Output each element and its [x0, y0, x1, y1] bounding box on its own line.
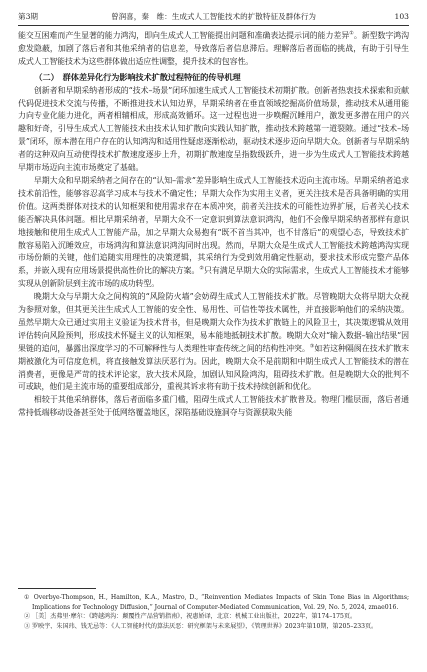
- paragraph-3: 早期大众和早期采纳者之间存在的“认知–需求”差异影响生成式人工智能技术迈向主流市场。早期采纳者追求技术前沿性，能够容忍高学习成本与技术不确定性；早期大众作为实用主义者，更关注技术是否具备明确的实用价值。这两类群体对技术的认知框架和使用需求存在本质冲突，前者关注技术的可能性边界扩展，后者关心技术能否解决具体问题。相比早期采纳者，早期大众不一定意识到算法意识鸿沟，他们不会像早期采纳者那样有意识地接触和使用生成式人工智能产品，加之早期大众易抱有“既不首当其冲，也不甘落后”的观望心态，导致技术扩散容易陷入沉睡效应，市场鸿沟和算法意识鸿沟同时出现。然而，早期大众是生成式人工智能技术跨越鸿沟实现市场份额的关键，他们追随实用理性的决策逻辑，其采纳行为受到效用确定性驱动，要求技术形成完整产品体系，并嵌入现有应用场景提供高性价比的解决方案。②只有满足早期大众的实际需求，生成式人工智能技术才能够实现从创新阶层到主流市场的成功转型。: [18, 175, 409, 289]
- paragraph-2: 创新者和早期采纳者形成的“技术–场景”闭环加速生成式人工智能技术初期扩散。创新者热衷技术探索和贡献代码促进技术交流与传播，不断推进技术认知边界，早期采纳者在垂直领域挖掘高价值场景，推动技术从通用能力向专业化能力进化，两者相辅相成，形成高效循环。这一过程也进一步唤醒沉睡用户，激发更多潜在用户的兴趣和好奇，引导生成式人工智能技术由技术认知扩散向实践认知扩散，推动技术跨越第一道裂隙。通过“技术–场景”闭环，原本潜在用户存在的认知鸿沟和适用性疑虑逐渐松动，驱动技术逐步迈向早期大众。创新者与早期采纳者的这种双向互动使得技术扩散速度逐步上升，初期扩散速度呈指数级跃升，进一步为生成式人工智能技术跨越早期市场迈向主流市场奠定了基础。: [18, 85, 409, 173]
- paragraph-4: 晚期大众与早期大众之间构筑的“风险防火墙”会妨碍生成式人工智能技术扩散。尽管晚期大众将早期大众视为参照对象，但其更关注生成式人工智能的安全性、易用性、可信性等技术属性，并直接影响他们的采纳决策。虽然早期大众已通过实用主义验证为技术背书，但是晚期大众作为技术扩散链上的风险卫士，其决策逻辑从效用评估转向风险预判，形成技术怀疑主义的认知框架，易本能地抵制技术扩散。晚期大众对“输入数据–输出结果”因果链的追问，暴露出深度学习的不可解释性与人类理性审查传统之间的结构性冲突。③如若这种隔阂在技术扩散末期被激化为可信度危机，将直接触发算法厌恶行为。因此，晚期大众不是前期和中期生成式人工智能技术的潜在消费者，更像是严苛的技术评论家，放大技术风险，加剧认知风险鸿沟，阻碍技术扩散。但是晚期大众的批判不可或缺，他们是主流市场的重要组成部分，重视其诉求将有助于技术持续创新和优化。: [18, 292, 409, 392]
- section-heading: （二） 群体差异化行为影响技术扩散过程特征的传导机理: [34, 71, 241, 82]
- body-text: [18, 30, 409, 420]
- paragraph-1: 能交互困难而产生显著的能力鸿沟，即向生成式人工智能提出问题和准确表达提示词的能力差异①。新型数字鸿沟愈发隐蔽，加剧了落后者和其他采纳者的信息差，导致落后者信息滞后。理解落后者面临的挑战，有助于引导生成式人工智能技术为这些群体做出适应性调整，提升技术的包容性。: [18, 30, 409, 66]
- footnote-ref-2[interactable]: ②: [199, 265, 204, 272]
- paragraph-5: 相较于其他采纳群体，落后者面临多重门槛，阻碍生成式人工智能技术扩散普及。物理门槛层面，落后者通常持低端移动设备甚至处于低网络覆盖地区，深陷基础设施洞夺与资源获取失能: [18, 395, 409, 418]
- running-title: 曾润喜，秦 维：生成式人工智能技术的扩散特征及群体行为: [110, 12, 317, 21]
- footnote-ref-1[interactable]: ①: [349, 30, 354, 37]
- footnote-1: ① Overbye-Thompson, H., Hamilton, K.A., Mastro, D., “Reinvention Mediates Impacts of Skin Tone Bias in Algorithms; Implications for Technology Diffusion,” Journal of Computer-Mediated Communication, Vol. 29, No. 5, 2024, zmae016.: [24, 594, 409, 611]
- page-number: 103: [394, 12, 409, 21]
- footnote-3: ③ 罗映宇、朱国玮、钱无忌等：《人工智能时代的算法厌恶：研究框架与未来展望》，《管理世界》2023年第10期，第205–233页。: [24, 622, 378, 630]
- issue-number: 第3期: [18, 12, 39, 21]
- footnotes: [18, 593, 409, 631]
- running-header: [18, 10, 409, 24]
- footnote-rule: [18, 588, 96, 589]
- footnote-ref-3[interactable]: ③: [309, 343, 315, 350]
- footnote-2: ② ［美］杰弗里·摩尔：《跨越鸿沟：颠覆性产品营销指南》，祝惠娇译，北京：机械工业出版社，2022年，第174–175页。: [24, 613, 357, 621]
- header-rule: [18, 25, 409, 26]
